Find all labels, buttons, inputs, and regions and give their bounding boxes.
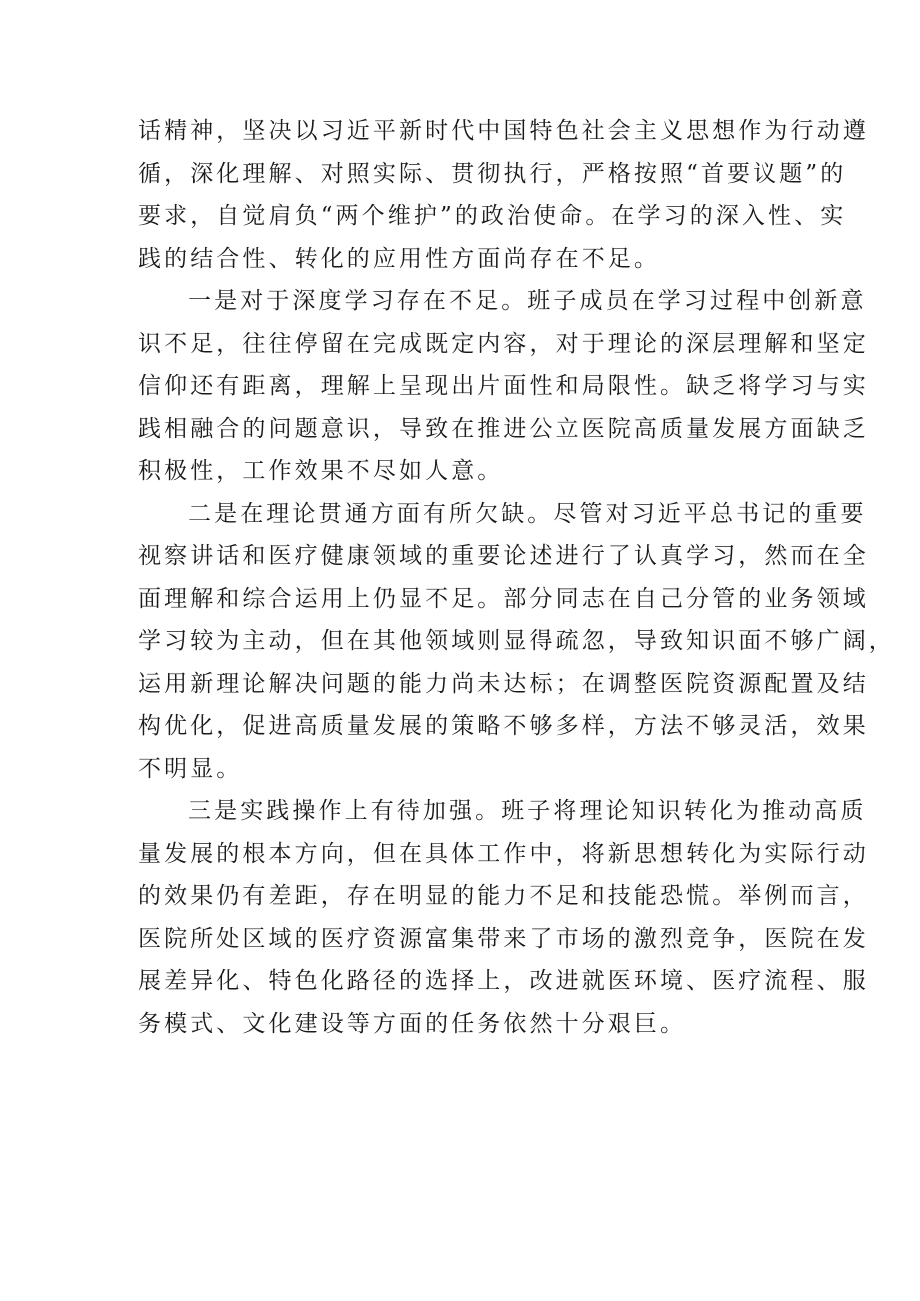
text-line: 践相融合的问题意识，导致在推进公立医院高质量发展方面缺乏 [138,415,869,442]
text-line: 的效果仍有差距，存在明显的能力不足和技能恐慌。举例而言， [138,883,869,909]
text-line: 三是实践操作上有待加强。班子将理论知识转化为推动高质 [188,798,867,824]
document-body [138,110,895,1045]
text-line: 医院所处区域的医疗资源富集带来了市场的激烈竞争，医院在发 [138,925,869,952]
text-line: 要求，自觉肩负“两个维护”的政治使命。在学习的深入性、实 [138,203,847,229]
text-line: 循，深化理解、对照实际、贯彻执行，严格按照“首要议题”的 [138,160,847,187]
text-line: 践的结合性、转化的应用性方面尚存在不足。 [138,245,660,272]
text-line: 展差异化、特色化路径的选择上，改进就医环境、医疗流程、服 [138,968,869,994]
text-line: 面理解和综合运用上仍显不足。部分同志在自己分管的业务领域 [138,585,869,612]
paragraph-intro [138,110,869,280]
text-line: 不明显。 [138,755,243,782]
paragraph-point-two [138,493,895,791]
paragraph-point-one [138,280,869,493]
text-line: 二是在理论贯通方面有所欠缺。尽管对习近平总书记的重要 [188,500,867,527]
text-line: 积极性，工作效果不尽如人意。 [138,458,504,484]
text-line: 视察讲话和医疗健康领域的重要论述进行了认真学习，然而在全 [138,543,869,569]
paragraph-point-three [138,790,869,1045]
text-line: 运用新理论解决问题的能力尚未达标；在调整医院资源配置及结 [138,670,869,697]
text-line: 一是对于深度学习存在不足。班子成员在学习过程中创新意 [188,288,867,314]
text-line: 识不足，往往停留在完成既定内容，对于理论的深层理解和坚定 [138,330,869,357]
text-line: 信仰还有距离，理解上呈现出片面性和局限性。缺乏将学习与实 [138,373,869,399]
text-line: 务模式、文化建设等方面的任务依然十分艰巨。 [138,1010,687,1037]
text-line: 量发展的根本方向，但在具体工作中，将新思想转化为实际行动 [138,840,869,867]
text-line: 话精神，坚决以习近平新时代中国特色社会主义思想作为行动遵 [138,118,869,144]
text-line: 构优化，促进高质量发展的策略不够多样，方法不够灵活，效果 [138,713,869,739]
text-line: 学习较为主动，但在其他领域则显得疏忽，导致知识面不够广阔， [138,628,895,654]
